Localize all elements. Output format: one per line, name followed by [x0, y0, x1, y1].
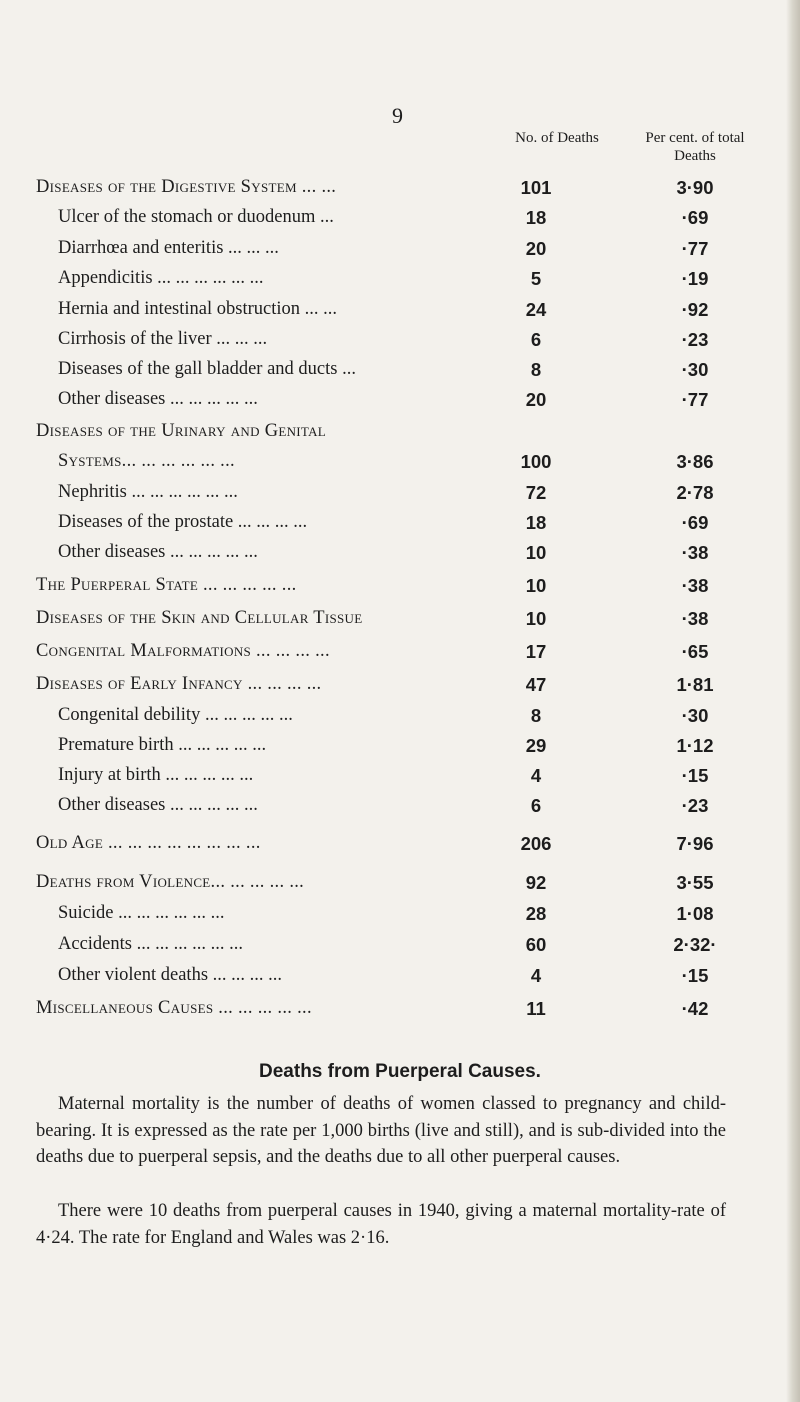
table-row — [0, 479, 800, 506]
deaths-value: 60 — [525, 934, 547, 955]
percent-value: ·42 — [681, 998, 709, 1019]
row-label: Diseases of the Skin and Cellular Tissue — [36, 608, 363, 628]
deaths-value: 4 — [530, 965, 542, 986]
percent-value: 3·55 — [676, 872, 714, 893]
row-label: Hernia and intestinal obstruction ... ... — [58, 299, 337, 319]
percent-value: 3·90 — [676, 177, 714, 198]
deaths-value: 8 — [530, 705, 542, 726]
row-label: Accidents ... ... ... ... ... ... — [58, 934, 243, 954]
percent-value: ·65 — [681, 641, 709, 662]
deaths-value: 20 — [525, 389, 547, 410]
row-label: Diseases of the Digestive System ... ... — [36, 177, 337, 197]
table-row — [0, 356, 800, 383]
percent-value: ·23 — [681, 329, 709, 350]
row-label: Diseases of Early Infancy ... ... ... ... — [36, 674, 322, 694]
percent-value: ·23 — [681, 795, 709, 816]
table-row — [0, 702, 800, 729]
table-row — [0, 235, 800, 262]
table-row — [0, 448, 800, 475]
deaths-value: 206 — [520, 833, 552, 854]
table-row — [0, 174, 800, 201]
row-label: Appendicitis ... ... ... ... ... ... — [58, 268, 264, 288]
deaths-value: 100 — [520, 451, 552, 472]
row-label: Miscellaneous Causes ... ... ... ... ... — [36, 998, 312, 1018]
percent-value: ·30 — [681, 705, 709, 726]
row-label: Diseases of the gall bladder and ducts ... — [58, 359, 356, 379]
percent-value: 2·78 — [676, 482, 714, 503]
column-header-percent: Per cent. of total Deaths — [645, 130, 745, 164]
table-row — [0, 732, 800, 759]
table-row — [0, 539, 800, 566]
deaths-value: 5 — [530, 268, 542, 289]
row-label: The Puerperal State ... ... ... ... ... — [36, 575, 297, 595]
percent-value: ·38 — [681, 608, 709, 629]
row-label: Congenital Malformations ... ... ... ... — [36, 641, 330, 661]
deaths-value: 24 — [525, 299, 547, 320]
table-row — [0, 792, 800, 819]
deaths-value: 92 — [525, 872, 547, 893]
percent-value: 1·12 — [676, 735, 714, 756]
row-label: Premature birth ... ... ... ... ... — [58, 735, 267, 755]
percent-value: 2·32· — [673, 934, 717, 955]
percent-value: ·38 — [681, 542, 709, 563]
table-row — [0, 326, 800, 353]
row-label: Diseases of the Urinary and Genital — [36, 421, 327, 441]
row-label: Other diseases ... ... ... ... ... — [58, 795, 258, 815]
table-row — [0, 671, 800, 698]
row-label: Deaths from Violence... ... ... ... ... — [36, 872, 305, 892]
row-label: Injury at birth ... ... ... ... ... — [58, 765, 254, 785]
deaths-value: 8 — [530, 359, 542, 380]
percent-value: ·30 — [681, 359, 709, 380]
row-label: Other diseases ... ... ... ... ... — [58, 542, 258, 562]
table-row — [0, 962, 800, 989]
percent-value: ·77 — [681, 238, 709, 259]
table-row — [0, 762, 800, 789]
percent-value: 7·96 — [676, 833, 714, 854]
percent-value: 3·86 — [676, 451, 714, 472]
table-row — [0, 296, 800, 323]
row-label: Old Age ... ... ... ... ... ... ... ... — [36, 833, 261, 853]
row-label: Diarrhœa and enteritis ... ... ... — [58, 238, 279, 258]
deaths-value: 28 — [525, 903, 547, 924]
table-row — [0, 830, 800, 857]
percent-value: ·15 — [681, 765, 709, 786]
deaths-value: 6 — [530, 795, 542, 816]
table-row — [0, 638, 800, 665]
row-label: Diseases of the prostate ... ... ... ... — [58, 512, 308, 532]
paragraph-maternal-mortality: Maternal mortality is the number of deaths of women classed to pregnancy and child-bearing. It is expressed as the rate per 1,000 births (live and still), and is sub-divided into the deaths due to puerperal sepsis, and the deaths due to all other puerperal causes. — [36, 1094, 726, 1167]
table-row — [0, 995, 800, 1022]
column-header-deaths: No. of Deaths — [515, 130, 599, 146]
percent-value: ·92 — [681, 299, 709, 320]
deaths-value: 10 — [525, 575, 547, 596]
percent-value: ·38 — [681, 575, 709, 596]
deaths-value: 72 — [525, 482, 547, 503]
percent-value: 1·81 — [676, 674, 714, 695]
table-row — [0, 386, 800, 413]
deaths-value: 10 — [525, 542, 547, 563]
deaths-value: 11 — [526, 998, 546, 1019]
paragraph-puerperal-deaths: There were 10 deaths from puerperal causes in 1940, giving a maternal mortality-rate of 4·24. The rate for England and Wales was 2·16. — [36, 1201, 726, 1248]
deaths-value: 10 — [525, 608, 547, 629]
table-row — [0, 869, 800, 896]
deaths-value: 17 — [525, 641, 547, 662]
table-row — [0, 509, 800, 536]
deaths-value: 101 — [520, 177, 552, 198]
table-row — [0, 265, 800, 292]
row-label: Nephritis ... ... ... ... ... ... — [58, 482, 238, 502]
row-label: Suicide ... ... ... ... ... ... — [58, 903, 225, 923]
percent-value: 1·08 — [676, 903, 714, 924]
percent-value: ·19 — [681, 268, 709, 289]
percent-value: ·15 — [681, 965, 709, 986]
deaths-value: 18 — [525, 512, 547, 533]
table-row — [0, 204, 800, 231]
percent-value: ·69 — [681, 207, 709, 228]
row-label: Other diseases ... ... ... ... ... — [58, 389, 258, 409]
deaths-value: 47 — [525, 674, 547, 695]
table-row — [0, 572, 800, 599]
percent-value: ·77 — [681, 389, 709, 410]
table-row — [0, 605, 800, 632]
deaths-value: 6 — [530, 329, 542, 350]
page-number: 9 — [392, 103, 403, 128]
deaths-value: 4 — [530, 765, 542, 786]
deaths-value: 20 — [525, 238, 547, 259]
section-heading: Deaths from Puerperal Causes. — [259, 1061, 541, 1082]
percent-value: ·69 — [681, 512, 709, 533]
table-row — [0, 931, 800, 958]
row-label: Cirrhosis of the liver ... ... ... — [58, 329, 268, 349]
deaths-value: 18 — [525, 207, 547, 228]
row-label: Other violent deaths ... ... ... ... — [58, 965, 283, 985]
row-label: Ulcer of the stomach or duodenum ... — [58, 207, 334, 227]
row-label: Congenital debility ... ... ... ... ... — [58, 705, 293, 725]
row-label: Systems... ... ... ... ... ... — [58, 451, 235, 471]
table-row — [0, 900, 800, 927]
table-row — [0, 418, 800, 445]
deaths-value: 29 — [525, 735, 547, 756]
